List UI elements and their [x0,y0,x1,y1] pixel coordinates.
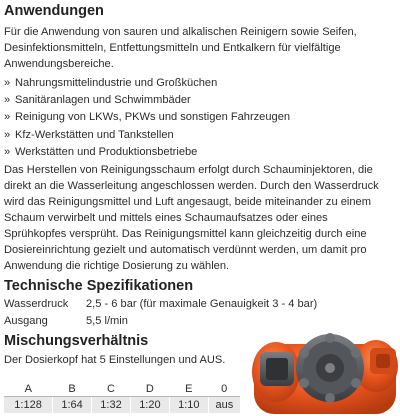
bullet-arrow-icon: » [4,94,11,107]
table-cell: 1:20 [130,397,169,414]
table-cell: aus [208,397,240,414]
spec-value: 2,5 - 6 bar (für maximale Genauigkeit 3 - 4 bar) [86,298,318,310]
heading-technische-spezifikationen: Technische Spezifikationen [4,278,194,294]
table-cell: 1:128 [4,397,53,414]
list-item: » Nahrungsmittelindustrie und Großküchen [4,75,290,92]
spec-list [4,296,317,329]
spec-label: Wasserdruck [4,298,69,310]
table-cell: 1:64 [53,397,92,414]
list-item: » Werkstätten und Produktionsbetriebe [4,144,290,161]
table-row [4,397,240,414]
column-header: E [169,381,208,397]
column-header: D [130,381,169,397]
column-header: A [4,381,53,397]
table-header-row [4,381,240,397]
bullet-arrow-icon: » [4,77,11,89]
intro-paragraph: Für die Anwendung von sauren und alkalischen Reinigern sowie Seifen, Desinfektionsmitteln, Entfettungsmitteln und Entkalkern für vielfältige Anwendungsbereiche. [4,26,357,70]
mixing-ratio-table [4,381,240,413]
dosing-text: Der Dosierkopf hat 5 Einstellungen und AUS. [4,354,226,366]
table-cell: 1:32 [92,397,131,414]
heading-mischungsverhaeltnis: Mischungsverhältnis [4,333,149,349]
bullet-arrow-icon: » [4,128,11,141]
column-header: B [53,381,92,397]
spec-label: Ausgang [4,314,48,327]
list-item: » Kfz-Werkstätten und Tankstellen [4,127,290,144]
description-paragraph: Das Herstellen von Reinigungsschaum erfolgt durch Schauminjektoren, die direkt an die Wasserleitung angeschlossen werden. Durch den Wasserdruck wird das Reinigungsmittel und Luft angesaugt, beide miteinander zu einem Schaum verwirbelt und mittels eines Schaumaufsatzes oder eines Sprühkopfes versprüht. Das Reinigungsmittel kann gleichzeitig durch eine Dosiereinrichtung gezielt und automatisch verdünnt werden, um damit pro Anwendung die richtige Dosierung zu wählen. [4,164,379,272]
spec-value: 5,5 l/min [86,314,128,327]
bullet-arrow-icon: » [4,145,11,158]
dosing-head-product-image [252,326,398,416]
list-item: » Sanitäranlagen und Schwimmbäder [4,92,290,109]
table-cell: 1:10 [169,397,208,414]
spec-row-wasserdruck [4,296,317,313]
application-list [4,75,290,161]
column-header: C [92,381,131,397]
bullet-arrow-icon: » [4,111,11,124]
column-header: 0 [208,381,240,397]
heading-anwendungen: Anwendungen [4,3,104,19]
list-item: » Reinigung von LKWs, PKWs und sonstigen Fahrzeugen [4,109,290,126]
